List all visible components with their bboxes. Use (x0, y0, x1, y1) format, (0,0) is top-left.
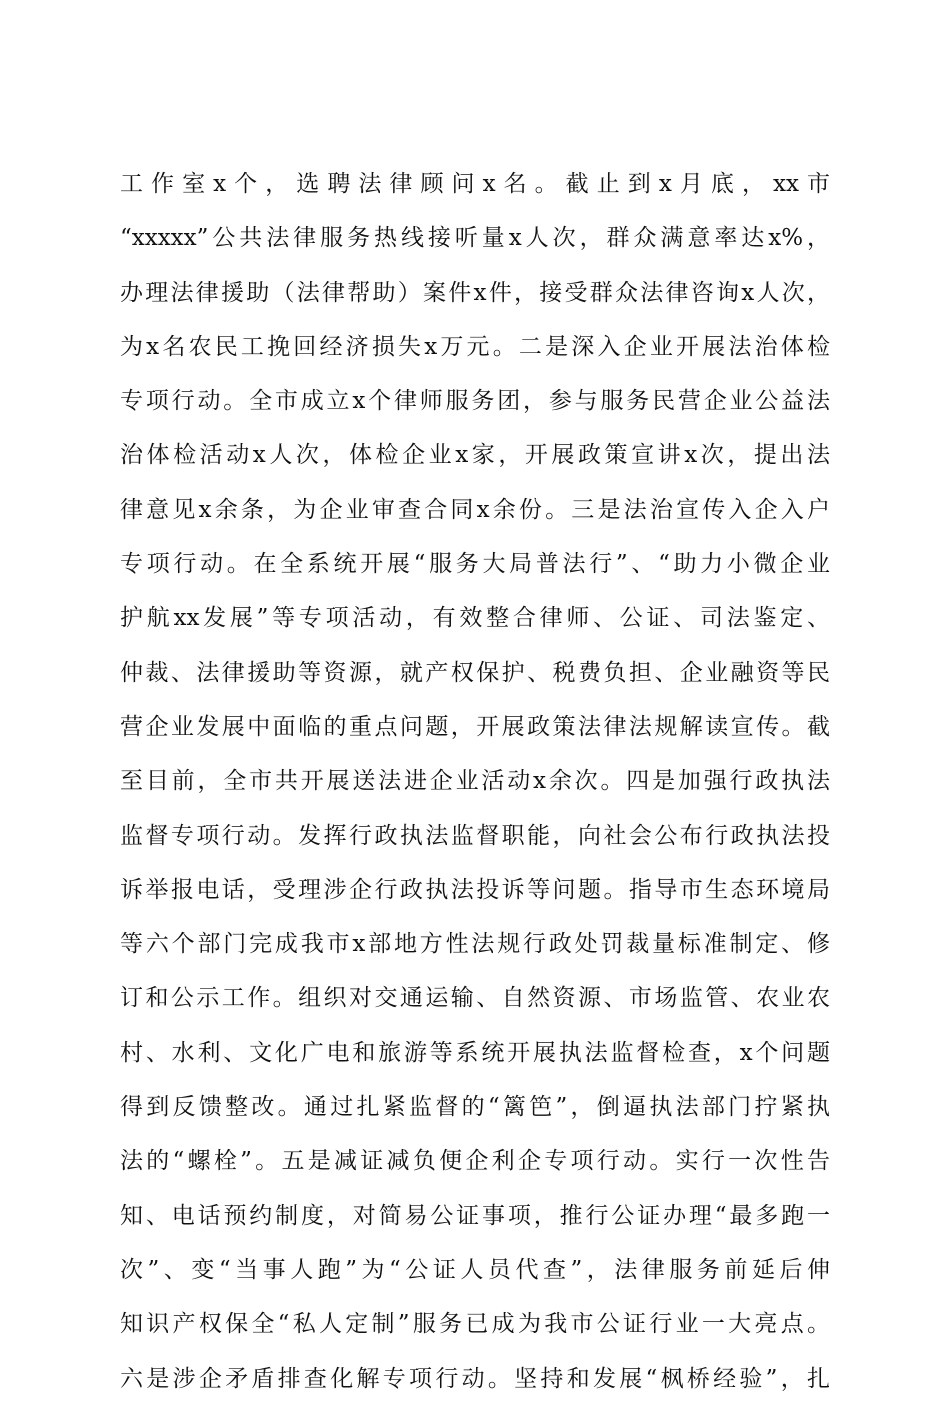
text-line: 专项行动。全市成立x个律师服务团，参与服务民营企业公益法 (120, 388, 830, 415)
text-line: 诉举报电话，受理涉企行政执法投诉等问题。指导市生态环境局 (120, 876, 830, 903)
text-line: 仲裁、法律援助等资源，就产权保护、税费负担、企业融资等民 (120, 659, 830, 686)
text-line: 法的“螺栓”。五是减证减负便企利企专项行动。实行一次性告 (120, 1148, 830, 1175)
text-line: 专项行动。在全系统开展“服务大局普法行”、“助力小微企业 (120, 551, 830, 578)
text-line: 知、电话预约制度，对简易公证事项，推行公证办理“最多跑一 (120, 1202, 830, 1229)
text-line: 监督专项行动。发挥行政执法监督职能，向社会公布行政执法投 (120, 822, 830, 849)
text-line: 知识产权保全“私人定制”服务已成为我市公证行业一大亮点。 (120, 1311, 830, 1338)
text-line: 律意见x余条，为企业审查合同x余份。三是法治宣传入企入户 (120, 496, 830, 523)
text-line: 订和公示工作。组织对交通运输、自然资源、市场监管、农业农 (120, 985, 830, 1012)
text-line: 办理法律援助（法律帮助）案件x件，接受群众法律咨询x人次， (120, 279, 830, 306)
text-line: 治体检活动x人次，体检企业x家，开展政策宣讲x次，提出法 (120, 442, 830, 469)
text-line: 护航xx发展”等专项活动，有效整合律师、公证、司法鉴定、 (120, 605, 830, 632)
text-line: 等六个部门完成我市x部地方性法规行政处罚裁量标准制定、修 (120, 931, 830, 958)
text-line: “xxxxx”公共法律服务热线接听量x人次，群众满意率达x%， (120, 225, 830, 252)
text-line: 营企业发展中面临的重点问题，开展政策法律法规解读宣传。截 (120, 713, 830, 740)
text-line: 为x名农民工挽回经济损失x万元。二是深入企业开展法治体检 (120, 333, 830, 360)
text-line: 次”、变“当事人跑”为“公证人员代查”，法律服务前延后伸 (120, 1256, 830, 1283)
text-line: 六是涉企矛盾排查化解专项行动。坚持和发展“枫桥经验”，扎 (120, 1365, 830, 1392)
body-text (120, 157, 830, 1406)
text-line: 至目前，全市共开展送法进企业活动x余次。四是加强行政执法 (120, 768, 830, 795)
text-line: 得到反馈整改。通过扎紧监督的“篱笆”，倒逼执法部门拧紧执 (120, 1094, 830, 1121)
text-line: 村、水利、文化广电和旅游等系统开展执法监督检查，x个问题 (120, 1039, 830, 1066)
text-line: 工作室x个，选聘法律顾问x名。截止到x月底，xx市 (120, 171, 830, 197)
